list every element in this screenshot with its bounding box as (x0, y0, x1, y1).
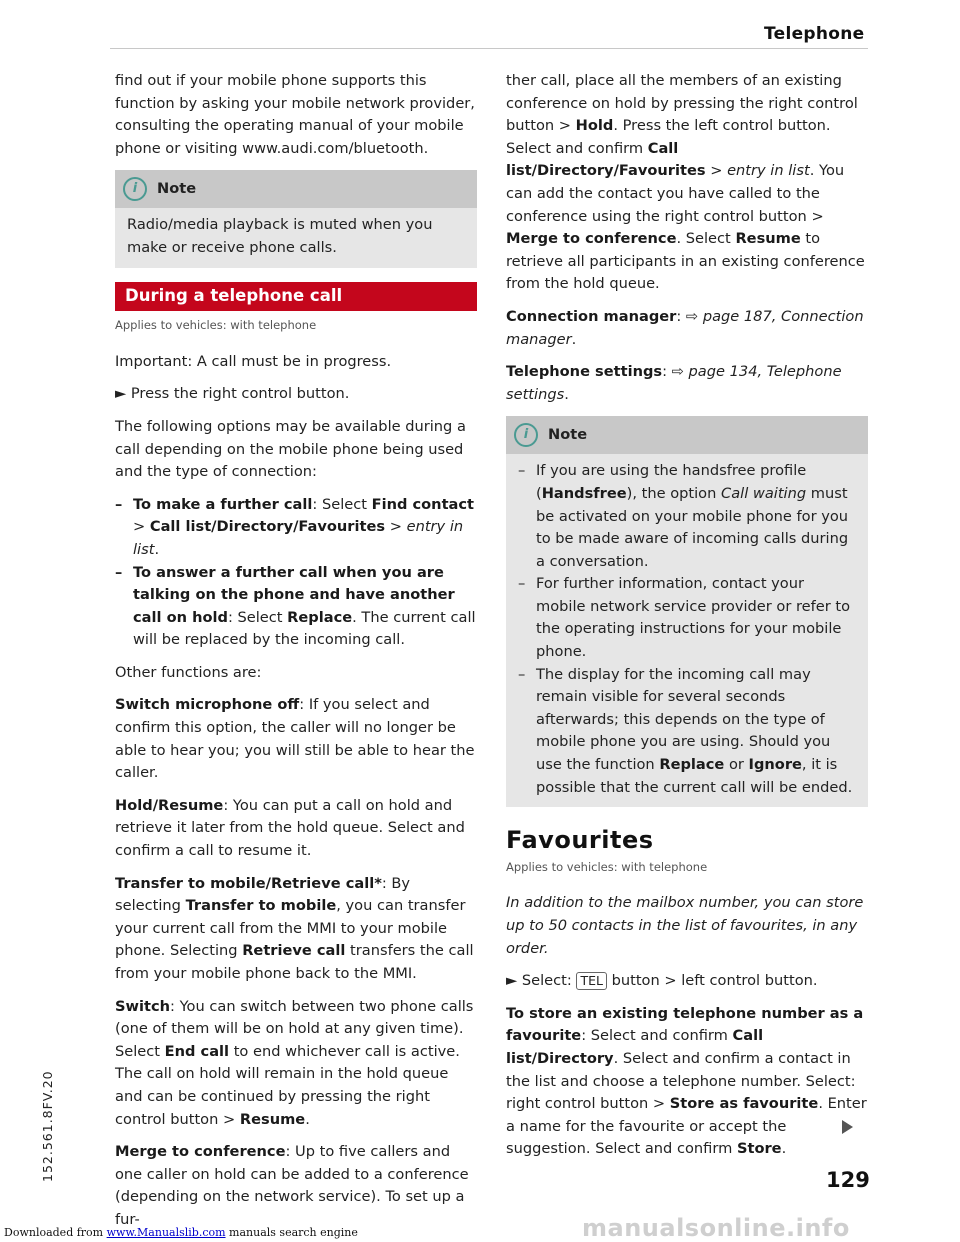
transfer-paragraph: Transfer to mobile/Retrieve call*: By selecting Transfer to mobile, you can transfer your current call from the MMI to your mobile phone. Selecting Retrieve call transfers the call from your mobile phone back to the MMI. (115, 874, 474, 982)
merge-paragraph: Merge to conference: Up to five callers and one caller on hold can be added to a conference (depending on the network service). To set up a fur- (115, 1143, 469, 1228)
favourites-intro: In addition to the mailbox number, you can store up to 50 contacts in the list of favourites, in any order. (506, 894, 864, 957)
important-text: Important: A call must be in progress. (115, 352, 392, 370)
section-title: During a telephone call (115, 282, 477, 312)
right-column (506, 70, 868, 1171)
options-intro: The following options may be available during a call depending on the mobile phone being used and the type of connection: (115, 417, 466, 481)
telephone-settings-link[interactable]: page 134, Telephone settings (506, 363, 842, 403)
continue-arrow-icon (842, 1120, 853, 1134)
continued-paragraph: ther call, place all the members of an existing conference on hold by pressing the right control button > Hold. Press the left control button. Select and confirm Call list/Directory/Favourites > entry in list. You can add the contact you have called to the conference using the right control button > Merge to conference. Select Resume to retrieve all participants in an existing conference from the hold queue. (506, 72, 865, 293)
intro-paragraph: find out if your mobile phone supports this function by asking your mobile network provider, consulting the operating manual of your mobile phone or visiting www.audi.com/bluetooth. (115, 72, 475, 157)
applies-to: Applies to vehicles: with telephone (115, 318, 317, 333)
header-divider (110, 48, 868, 49)
page-number: 129 (826, 1168, 870, 1192)
options-list (115, 494, 477, 652)
note-box (506, 416, 868, 807)
left-column (115, 70, 477, 1242)
switch-paragraph: Switch: You can switch between two phone calls (one of them will be on hold at any given time). Select End call to end whichever call is active. The call on hold will remain in the hold queue and can be continued by pressing the right control button > Resume. (115, 997, 474, 1128)
connection-manager-paragraph: Connection manager: ⇨ page 187, Connection manager. (506, 307, 864, 348)
note-label: Note (157, 180, 197, 198)
list-item: – If you are using the handsfree profile (Handsfree), the option Call waiting must be activated on your mobile phone for you to be made aware of incoming calls during a conversation. (518, 460, 856, 573)
connection-manager-link[interactable]: page 187, Connection manager (506, 307, 864, 348)
applies-to: Applies to vehicles: with telephone (506, 859, 708, 874)
switch-mic-paragraph: Switch microphone off: If you select and confirm this option, the caller will no longer be able to hear you; you will still be able to hear the caller. (115, 696, 475, 782)
info-icon: i (123, 177, 147, 201)
note-label: Note (548, 426, 588, 444)
telephone-settings-paragraph: Telephone settings: ⇨ page 134, Telephone settings. (506, 363, 842, 403)
other-functions: Other functions are: (115, 663, 262, 681)
note-text: Radio/media playback is muted when you make or receive phone calls. (127, 216, 433, 256)
download-footer: Downloaded from www.Manualslib.com manuals search engine (4, 1226, 358, 1239)
step-text: ► Press the right control button. (115, 385, 350, 403)
note-box (115, 170, 477, 267)
page-header-title: Telephone (764, 24, 865, 44)
list-item: – To answer a further call when you are talking on the phone and have another call on hold: Select Replace. The current call will be replaced by the incoming call. (115, 562, 477, 652)
watermark: manualsonline.info (582, 1214, 850, 1242)
manualslib-link[interactable]: www.Manualslib.com (106, 1226, 226, 1239)
tel-key-icon: TEL (576, 972, 607, 990)
document-code: 152.561.8FV.20 (40, 1070, 55, 1182)
info-icon: i (514, 423, 538, 447)
favourites-heading: Favourites (506, 826, 654, 855)
favourites-step: ► Select: TEL button > left control button. (506, 972, 818, 990)
list-item: – The display for the incoming call may remain visible for several seconds afterwards; this depends on the type of mobile phone you are using. Should you use the function Replace or Ignore, it is possible that the current call will be ended. (518, 664, 856, 800)
list-item: – For further information, contact your mobile network service provider or refer to the operating instructions for your mobile phone. (518, 573, 856, 663)
hold-resume-paragraph: Hold/Resume: You can put a call on hold and retrieve it later from the hold queue. Select and confirm a call to resume it. (115, 796, 465, 860)
store-favourite-paragraph: To store an existing telephone number as a favourite: Select and confirm Call list/Directory. Select and confirm a contact in the list and choose a telephone number. Select: right control button > Store as favourite. Enter a name for the favourite or accept the suggestion. Select and confirm Store. (506, 1004, 867, 1158)
list-item: – To make a further call: Select Find contact > Call list/Directory/Favourites > entry in list. (115, 494, 477, 562)
